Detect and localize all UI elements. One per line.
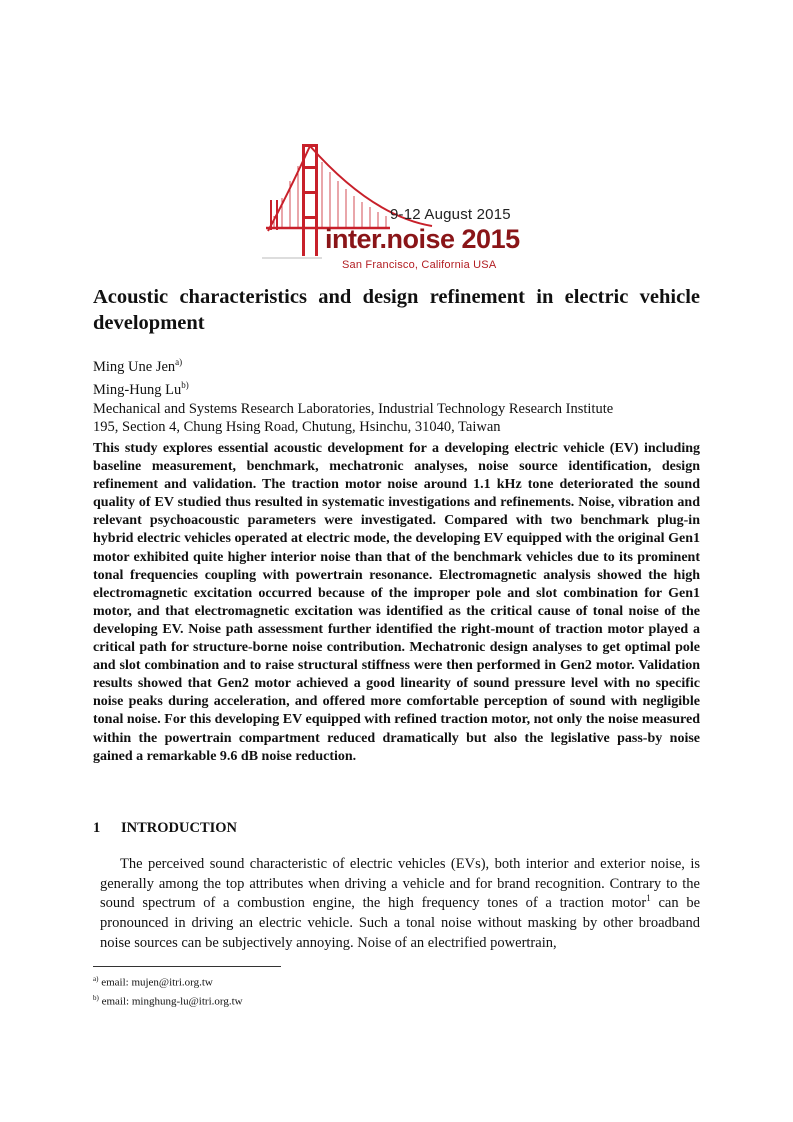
- author-name: Ming Une Jen: [93, 358, 176, 375]
- footnote: [93, 991, 243, 1010]
- conference-location: San Francisco, California USA: [342, 259, 497, 271]
- intro-paragraph: [100, 855, 700, 954]
- author-block: [93, 353, 703, 437]
- footnote-divider: [93, 966, 281, 967]
- conference-date: 9-12 August 2015: [390, 206, 511, 223]
- affiliation: Mechanical and Systems Research Laboratories, Industrial Technology Research Institute: [93, 400, 614, 417]
- author-line: [93, 376, 703, 399]
- footnote-email: email: minghung-lu@itri.org.tw: [98, 995, 243, 1008]
- author-name: Ming-Hung Lu: [93, 382, 182, 399]
- footnote: [93, 972, 243, 991]
- citation-ref: 1: [646, 893, 651, 904]
- section-title: INTRODUCTION: [121, 820, 238, 836]
- paper-title: Acoustic characteristics and design refinement in electric vehicle development: [93, 286, 700, 334]
- footnotes: [93, 972, 243, 1009]
- author-mark: a): [175, 357, 183, 367]
- conference-name: inter.noise 2015: [325, 224, 520, 254]
- footnote-email: email: mujen@itri.org.tw: [98, 976, 213, 989]
- section-heading: [93, 820, 237, 837]
- intro-text: can be pronounced in driving an electric vehicle. Such a tonal noise without masking by other broadband noise sources can be subjectively annoying. Noise of an electrified powertrain,: [100, 895, 701, 951]
- abstract: This study explores essential acoustic development for a developing electric vehicle (EV) including baseline measurement, benchmark, mechatronic analyses, noise source identification, design refinement and validation. The traction motor noise around 1.1 kHz tone deteriorated the sound quality of EV studied thus resulted in systematic investigations and refinements. Noise, vibration and relevant psychoacoustic parameters were investigated. Compared with two benchmark plug-in hybrid electric vehicles operated at electric mode, the developing EV equipped with the original Gen1 motor exhibited quite higher interior noise than that of the benchmark vehicles due to its prominent tonal frequencies coupling with powertrain resonance. Electromagnetic analysis showed the high electromagnetic excitation occurred because of the improper pole and slot combination for Gen1 motor, and that electromagnetic excitation was identified as the critical cause of tonal noise of the developing EV. Noise path assessment further identified the right-mount of traction motor played a critical path for structure-borne noise contribution. Mechatronic design analyses to get optimal pole and slot combination and to raise structural stiffness were then performed in Gen2 motor. Validation results showed that Gen2 motor achieved a good linearity of sound pressure level with no specific noise peaks during acceleration, and offered more comfortable perception of sound with negligible tonal noise. For this developing EV equipped with refined traction motor, not only the noise measured within the powertrain compartment reduced dramatically but also the legislative pass-by noise gained a remarkable 9.6 dB noise reduction.: [93, 441, 700, 764]
- author-mark: b): [181, 380, 189, 391]
- footnote-mark: a): [93, 975, 99, 983]
- address: 195, Section 4, Chung Hsing Road, Chutung, Hsinchu, 31040, Taiwan: [93, 419, 501, 436]
- intro-text: The perceived sound characteristic of electric vehicles (EVs), both interior and exterior noise, is generally among the top attributes when driving a vehicle and for brand recognition. Contrary to the sound spectrum of a combustion engine, the high frequency tones of a traction motor: [100, 856, 700, 912]
- conference-logo: [262, 136, 532, 276]
- footnote-mark: b): [93, 993, 99, 1002]
- section-number: 1: [93, 820, 101, 836]
- author-line: [93, 353, 703, 376]
